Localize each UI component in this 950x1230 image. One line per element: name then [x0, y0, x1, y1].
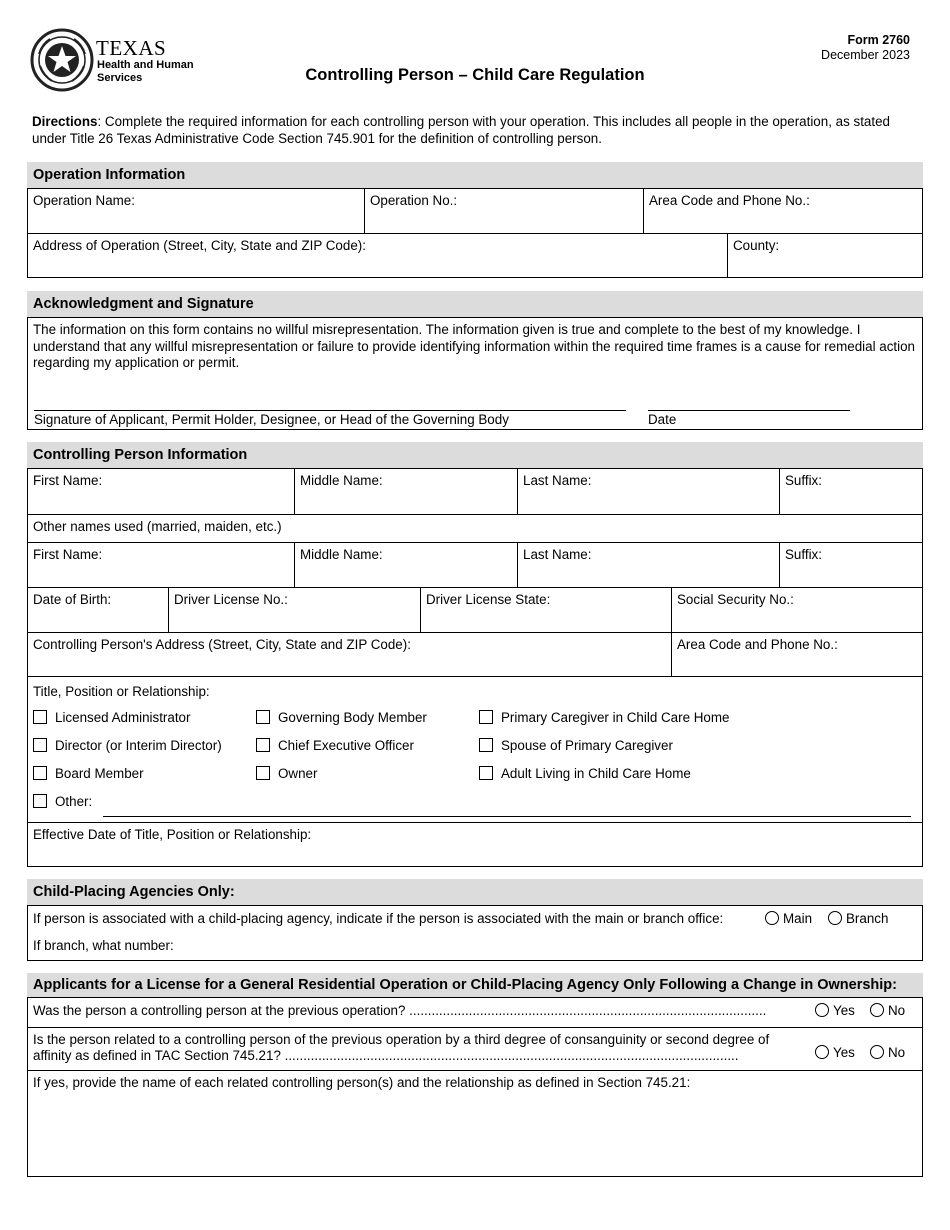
radio-circle-icon[interactable]: [828, 911, 842, 925]
person-heading: Controlling Person Information: [27, 442, 923, 468]
form-meta: [821, 33, 910, 63]
checkbox[interactable]: [256, 710, 270, 724]
q1-yes-radio[interactable]: Yes: [815, 1003, 855, 1018]
operation-phone-field[interactable]: Area Code and Phone No.:: [643, 189, 922, 233]
branch-number-field[interactable]: If branch, what number:: [33, 938, 174, 953]
checkbox[interactable]: [33, 710, 47, 724]
gro-grid: [27, 997, 923, 1177]
radio-circle-icon[interactable]: [815, 1045, 829, 1059]
option-board-member[interactable]: Board Member: [33, 766, 144, 781]
first-name-field[interactable]: First Name:: [33, 473, 103, 488]
operation-name-field[interactable]: Operation Name:: [33, 193, 135, 208]
page-title: Controlling Person – Child Care Regulation: [305, 66, 645, 84]
directions: [32, 114, 912, 147]
logo-subtext: Health and Human Services: [97, 59, 194, 84]
option-adult-living[interactable]: Adult Living in Child Care Home: [479, 766, 691, 781]
suffix-field[interactable]: Suffix:: [779, 469, 922, 514]
option-primary-caregiver[interactable]: Primary Caregiver in Child Care Home: [479, 710, 729, 725]
option-spouse-caregiver[interactable]: Spouse of Primary Caregiver: [479, 738, 673, 753]
dl-state-field[interactable]: Driver License State:: [420, 588, 671, 632]
cpa-box: [27, 905, 923, 961]
other-suffix-field[interactable]: Suffix:: [779, 543, 922, 587]
form-date: December 2023: [821, 48, 910, 62]
signature-label: Signature of Applicant, Permit Holder, Designee, or Head of the Governing Body: [34, 412, 509, 427]
operation-county-field[interactable]: County:: [727, 234, 922, 277]
q2-no-radio[interactable]: No: [870, 1045, 905, 1060]
gro-heading: Applicants for a License for a General Residential Operation or Child-Placing Agency Only Following a Change in Ownership:: [27, 973, 923, 997]
radio-circle-icon[interactable]: [870, 1003, 884, 1017]
option-owner[interactable]: Owner: [256, 766, 317, 781]
gro-question-1: Was the person a controlling person at the previous operation? ................................................................................................: [33, 1003, 767, 1018]
checkbox[interactable]: [479, 738, 493, 752]
gro-question-2: Is the person related to a controlling person of the previous operation by a third degree of consanguinity or second degree of affinity as defined in TAC Section 745.21? ..........................................................................................................................: [33, 1032, 770, 1063]
radio-branch[interactable]: Branch: [828, 911, 888, 926]
option-ceo[interactable]: Chief Executive Officer: [256, 738, 414, 753]
related-persons-field[interactable]: If yes, provide the name of each related controlling person(s) and the relationship as defined in Section 745.21:: [33, 1075, 691, 1090]
cpa-question: If person is associated with a child-placing agency, indicate if the person is associated with the main or branch office:: [33, 911, 724, 926]
ack-heading: Acknowledgment and Signature: [27, 291, 923, 317]
person-section: [27, 442, 923, 867]
operation-number-field[interactable]: Operation No.:: [364, 189, 643, 233]
other-last-name-field[interactable]: Last Name:: [517, 543, 779, 587]
person-grid: [27, 468, 923, 867]
other-text-line[interactable]: [103, 816, 911, 817]
other-first-name-field[interactable]: First Name:: [33, 547, 103, 562]
operation-address-field[interactable]: Address of Operation (Street, City, State and ZIP Code):: [33, 238, 366, 253]
checkbox[interactable]: [479, 766, 493, 780]
radio-circle-icon[interactable]: [765, 911, 779, 925]
date-line[interactable]: [648, 410, 850, 411]
date-label: Date: [648, 412, 677, 427]
other-middle-name-field[interactable]: Middle Name:: [294, 543, 517, 587]
operation-section: [27, 162, 923, 278]
ack-box: [27, 317, 923, 430]
option-licensed-administrator[interactable]: Licensed Administrator: [33, 710, 190, 725]
dl-number-field[interactable]: Driver License No.:: [168, 588, 420, 632]
title-label: Title, Position or Relationship:: [33, 684, 210, 699]
option-director[interactable]: Director (or Interim Director): [33, 738, 222, 753]
dob-field[interactable]: Date of Birth:: [33, 592, 112, 607]
effective-date-field[interactable]: Effective Date of Title, Position or Relationship:: [33, 827, 312, 842]
ssn-field[interactable]: Social Security No.:: [671, 588, 922, 632]
person-address-field[interactable]: Controlling Person's Address (Street, City, State and ZIP Code):: [33, 637, 411, 652]
other-names-label: Other names used (married, maiden, etc.): [33, 519, 282, 534]
radio-circle-icon[interactable]: [815, 1003, 829, 1017]
radio-circle-icon[interactable]: [870, 1045, 884, 1059]
option-governing-body-member[interactable]: Governing Body Member: [256, 710, 427, 725]
middle-name-field[interactable]: Middle Name:: [294, 469, 517, 514]
directions-label: Directions: [32, 114, 98, 129]
checkbox[interactable]: [256, 738, 270, 752]
operation-heading: Operation Information: [27, 162, 923, 188]
checkbox[interactable]: [33, 794, 47, 808]
last-name-field[interactable]: Last Name:: [517, 469, 779, 514]
radio-main[interactable]: Main: [765, 911, 812, 926]
form-number: Form 2760: [847, 33, 910, 47]
cpa-heading: Child-Placing Agencies Only:: [27, 879, 923, 905]
gro-section: [27, 973, 923, 1177]
cpa-section: [27, 879, 923, 961]
ack-text: The information on this form contains no willful misrepresentation. The information given is true and complete to the best of my knowledge. I understand that any willful misrepresentation or failure to provide identifying information within the required time frames is a cause for remedial action regarding my application or permit.: [33, 322, 915, 370]
operation-grid: [27, 188, 923, 278]
checkbox[interactable]: [479, 710, 493, 724]
signature-line[interactable]: [34, 410, 626, 411]
checkbox[interactable]: [33, 738, 47, 752]
ack-section: [27, 291, 923, 430]
option-other[interactable]: Other:: [33, 794, 92, 809]
checkbox[interactable]: [33, 766, 47, 780]
directions-text: : Complete the required information for each controlling person with your operation. This includes all people in the operation, as stated under Title 26 Texas Administrative Code Section 745.901 for the definition of controlling person.: [32, 114, 890, 146]
checkbox[interactable]: [256, 766, 270, 780]
q1-no-radio[interactable]: No: [870, 1003, 905, 1018]
title-options: [28, 676, 922, 822]
person-phone-field[interactable]: Area Code and Phone No.:: [671, 633, 922, 676]
logo-text: TEXAS: [96, 36, 167, 60]
q2-yes-radio[interactable]: Yes: [815, 1045, 855, 1060]
